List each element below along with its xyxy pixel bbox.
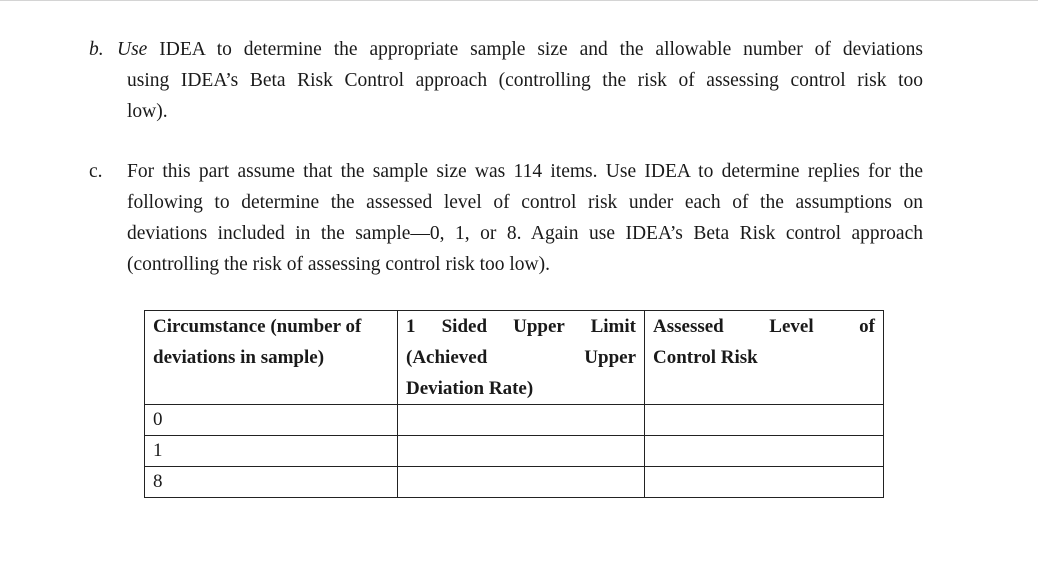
table-row [145,436,884,467]
item-b-marker: b. [89,39,104,60]
cell-assessed-risk[interactable] [645,405,884,436]
item-b-line-1 [117,34,923,65]
header-upper-limit [398,311,645,405]
header-upper-limit-line-1: 1 Sided Upper Limit [406,316,636,337]
control-risk-table [144,310,884,498]
cell-deviations: 8 [145,467,398,498]
top-divider [0,0,1038,1]
header-assessed-risk-line-2: Control Risk [653,347,758,368]
question-item-c [89,156,929,280]
header-circumstance-line-1: Circumstance (number of [153,316,362,337]
header-upper-limit-line-2: (Achieved Upper [406,347,636,368]
cell-upper-limit[interactable] [398,436,645,467]
item-b-line-3: low). [127,101,168,122]
question-item-b [89,34,929,127]
table-row [145,405,884,436]
item-b-line-1-text: IDEA to determine the appropriate sample size and the allowable number of deviations [159,39,923,60]
item-b-line-2: using IDEA’s Beta Risk Control approach (controlling the risk of assessing control risk too [127,70,923,91]
item-c-marker: c. [89,161,103,182]
item-b-lead-word: Use [117,39,148,60]
table-row [145,467,884,498]
item-c-line-4: (controlling the risk of assessing control risk too low). [127,254,550,275]
cell-assessed-risk[interactable] [645,467,884,498]
header-assessed-risk-line-1: Assessed Level of [653,316,875,337]
item-c-line-1: For this part assume that the sample size was 114 items. Use IDEA to determine replies for the [127,161,923,182]
item-c-line-2: following to determine the assessed level of control risk under each of the assumptions on [127,192,923,213]
header-assessed-risk [645,311,884,405]
header-circumstance [145,311,398,405]
header-upper-limit-line-3: Deviation Rate) [406,378,534,399]
header-circumstance-line-2: deviations in sample) [153,347,325,368]
item-c-line-3: deviations included in the sample—0, 1, or 8. Again use IDEA’s Beta Risk control approach [127,223,923,244]
cell-upper-limit[interactable] [398,405,645,436]
table-header-row [145,311,884,405]
cell-assessed-risk[interactable] [645,436,884,467]
cell-deviations: 1 [145,436,398,467]
cell-upper-limit[interactable] [398,467,645,498]
cell-deviations: 0 [145,405,398,436]
